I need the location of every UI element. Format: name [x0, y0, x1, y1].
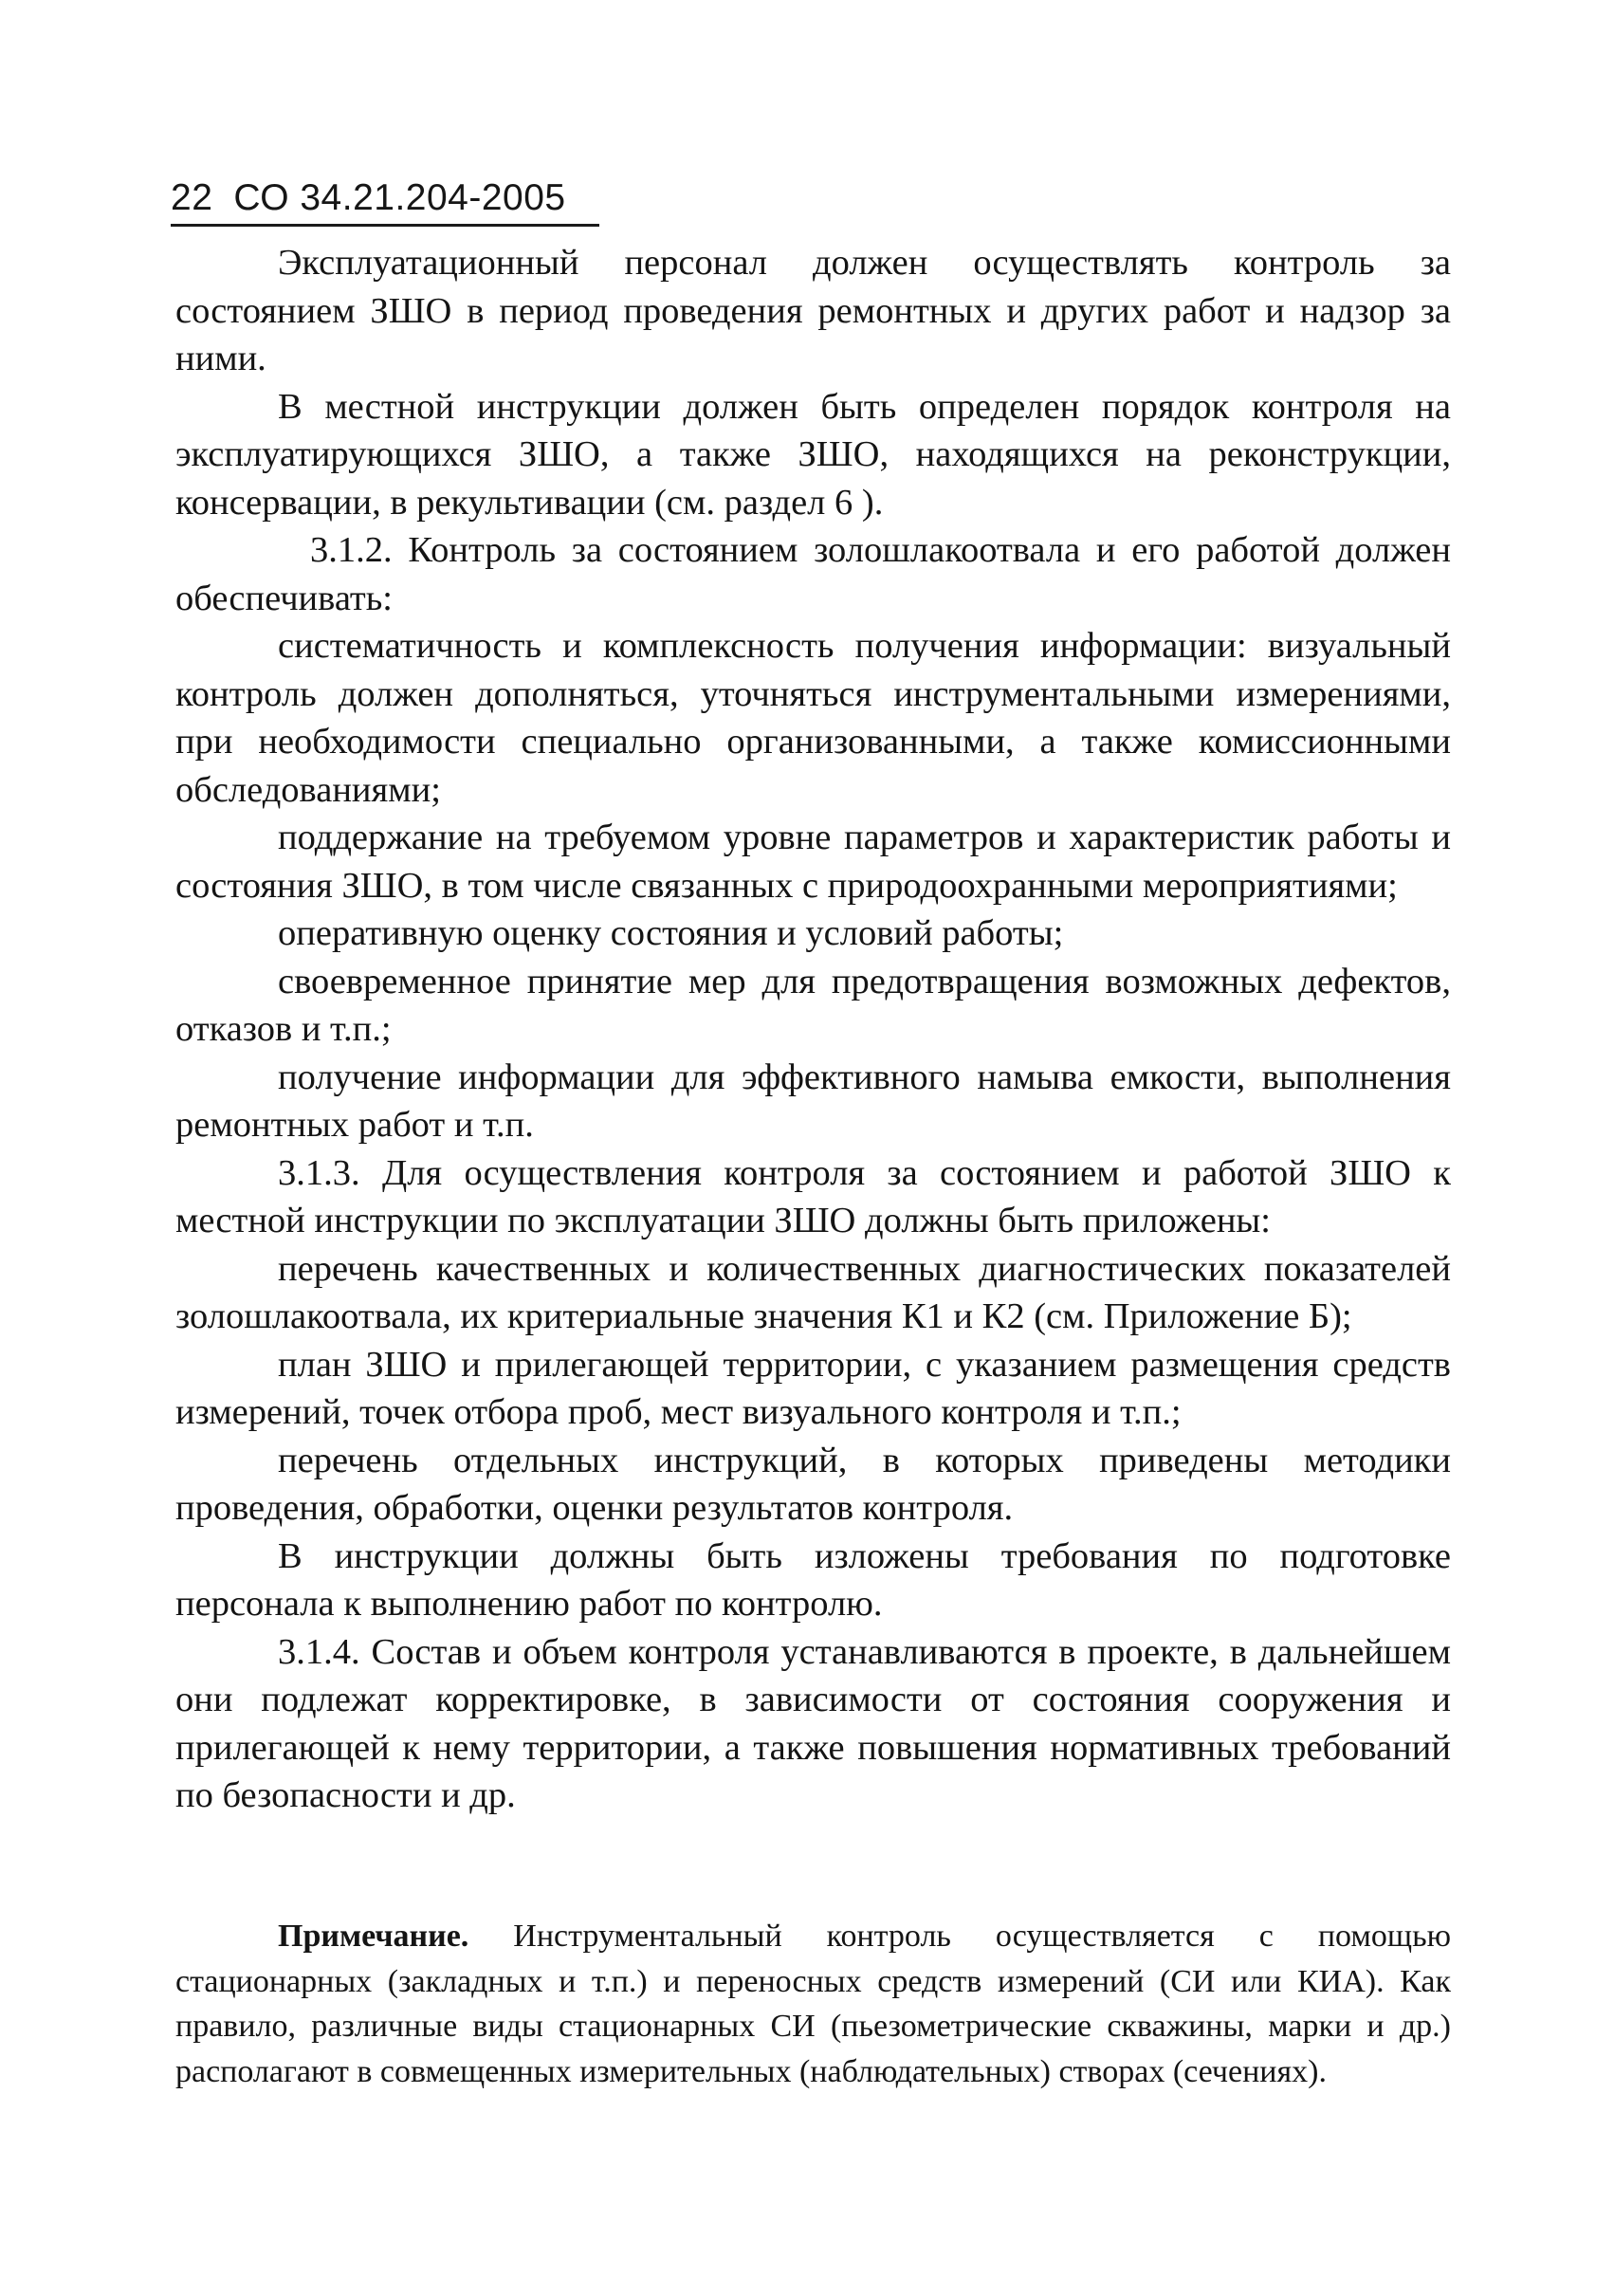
section-paragraph: 3.1.3. Для осуществления контроля за состоянием и работой ЗШО к местной инструкции по эксплуатации ЗШО должны быть приложены:: [175, 1152, 1451, 1240]
body-text: [175, 239, 1451, 1820]
note-label: Примечание.: [278, 1919, 469, 1954]
paragraph: Эксплуатационный персонал должен осуществлять контроль за состоянием ЗШО в период проведения ремонтных и других работ и надзор за ними.: [175, 243, 1451, 378]
paragraph: В инструкции должны быть изложены требования по подготовке персонала к выполнению работ по контролю.: [175, 1535, 1451, 1624]
list-paragraph: оперативную оценку состояния и условий работы;: [278, 913, 1064, 953]
paragraph: В местной инструкции должен быть определен порядок контроля на эксплуатирующихся ЗШО, а также ЗШО, находящихся на реконструкции, консервации, в рекультивации (см. раздел 6 ).: [175, 386, 1451, 523]
section-paragraph: 3.1.4. Состав и объем контроля устанавливаются в проекте, в дальнейшем они подлежат корректировке, в зависимости от состояния сооружения и прилегающей к нему территории, а также повышения нормативных требований по безопасности и др.: [175, 1631, 1451, 1815]
list-paragraph: план ЗШО и прилегающей территории, с указанием размещения средств измерений, точек отбора проб, мест визуального контроля и т.п.;: [175, 1344, 1451, 1432]
list-paragraph: перечень качественных и количественных диагностических показателей золошлакоотвала, их критериальные значения К1 и К2 (см. Приложение Б);: [175, 1248, 1451, 1336]
header-underline: [171, 224, 599, 227]
list-paragraph: перечень отдельных инструкций, в которых приведены методики проведения, обработки, оценки результатов контроля.: [175, 1440, 1451, 1528]
note-block: [175, 1914, 1451, 2094]
list-paragraph: систематичность и комплексность получения информации: визуальный контроль должен дополняться, уточняться инструментальными измерениями, при необходимости специально организованными, а также комиссионными обследованиями;: [175, 626, 1451, 810]
note-paragraph: [175, 1914, 1451, 2094]
section-paragraph: 3.1.2. Контроль за состоянием золошлакоотвала и его работой должен обеспечивать:: [175, 530, 1451, 618]
list-paragraph: поддержание на требуемом уровне параметров и характеристик работы и состояния ЗШО, в том числе связанных с природоохранными мероприятиями;: [175, 817, 1451, 906]
list-paragraph: своевременное принятие мер для предотвращения возможных дефектов, отказов и т.п.;: [175, 961, 1451, 1049]
page-number: 22: [171, 177, 213, 218]
list-paragraph: получение информации для эффективного намыва емкости, выполнения ремонтных работ и т.п.: [175, 1056, 1451, 1145]
page-header: [171, 176, 566, 220]
note-text: Инструментальный контроль осуществляется с помощью стационарных (закладных и т.п.) и переносных средств измерений (СИ или КИА). Как правило, различные виды стационарных СИ (пьезометрические скважины, марки и др.) располагают в совмещенных измерительных (наблюдательных) створах (сечениях).: [175, 1919, 1451, 2089]
document-code: СО 34.21.204-2005: [233, 177, 566, 218]
